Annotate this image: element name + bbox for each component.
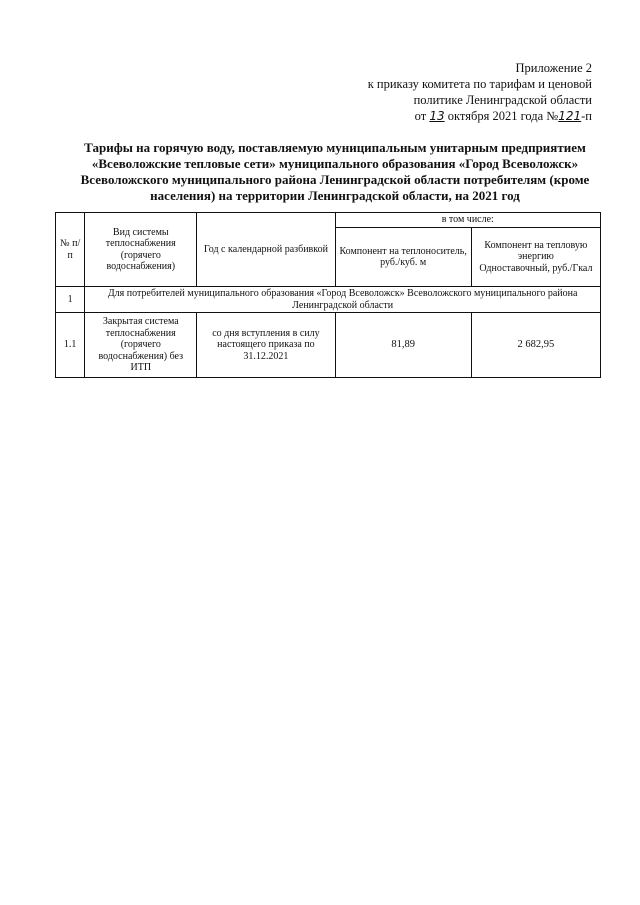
header-component-energy [471,228,600,287]
group-num: 1 [56,287,85,313]
header-system: Вид системы теплоснабжения (горячего водоснабжения) [85,213,197,287]
date-prefix: от [414,109,427,123]
date-day: 13 [429,109,445,123]
header-component-carrier: Компонент на теплоноситель, руб./куб. м [335,228,471,287]
table-header-row [56,213,601,228]
row-energy-value: 2 682,95 [471,313,600,378]
group-description: Для потребителей муниципального образования «Город Всеволожск» Всеволожского муниципального района Ленинградской области [85,287,601,313]
appendix-order-ref: к приказу комитета по тарифам и ценовой [367,77,592,91]
header-component-energy-sub: Одноставочный, руб./Гкал [479,262,593,274]
title-line-4: населения) на территории Ленинградской области, на 2021 год [150,188,520,203]
appendix-title: Приложение 2 [515,61,592,75]
appendix-committee: политике Ленинградской области [413,93,592,107]
order-number: 121 [558,109,582,123]
row-system: Закрытая система теплоснабжения (горячего водоснабжения) без ИТП [85,313,197,378]
row-num: 1.1 [56,313,85,378]
tariff-table [55,212,601,378]
title-line-2: «Всеволожские тепловые сети» муниципального образования «Город Всеволожск» [91,156,579,171]
appendix-header [330,60,592,124]
table-group-row [56,287,601,313]
header-component-energy-label: Компонент на тепловую энергию [484,239,588,263]
row-period: со дня вступления в силу настоящего приказа по 31.12.2021 [197,313,335,378]
header-including: в том числе: [335,213,600,228]
title-line-1: Тарифы на горячую воду, поставляемую муниципальным унитарным предприятием [84,140,586,155]
table-row [56,313,601,378]
header-num: № п/п [56,213,85,287]
row-carrier-value: 81,89 [335,313,471,378]
title-line-3: Всеволожского муниципального района Ленинградской области потребителям (кроме [80,172,590,187]
document-title [55,140,615,204]
appendix-date-line [330,108,592,124]
header-year: Год с календарной разбивкой [197,213,335,287]
date-rest: октября 2021 года № [447,109,559,123]
order-suffix: -п [581,109,592,123]
